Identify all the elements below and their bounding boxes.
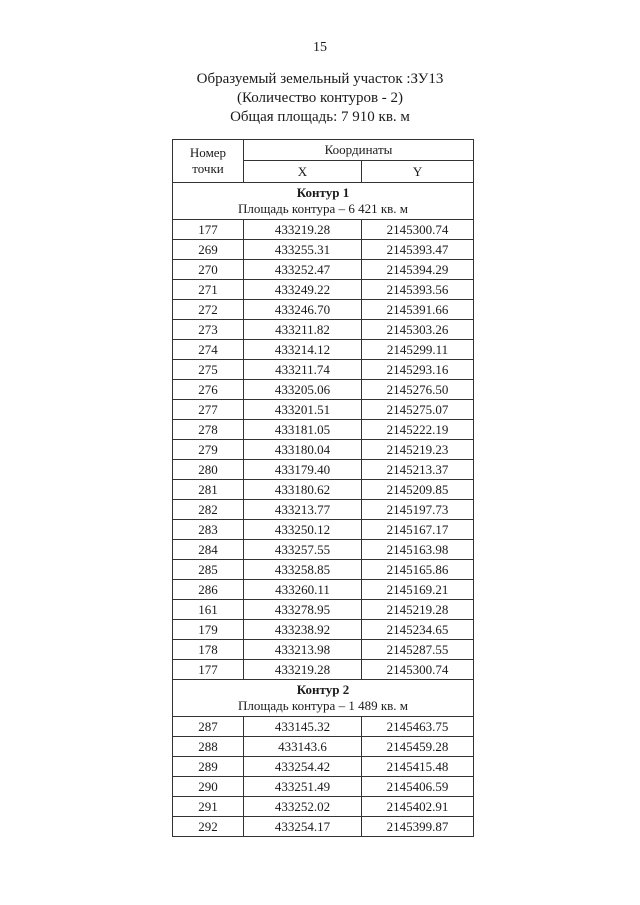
heading-total-area: Общая площадь: 7 910 кв. м xyxy=(230,109,410,125)
y-coordinate-cell: 2145393.56 xyxy=(362,280,474,300)
point-number-cell: 289 xyxy=(173,757,244,777)
x-coordinate-cell: 433250.12 xyxy=(244,520,362,540)
table-row xyxy=(173,240,474,260)
y-coordinate-cell: 2145209.85 xyxy=(362,480,474,500)
point-number-cell: 161 xyxy=(173,600,244,620)
table-row xyxy=(173,400,474,420)
y-coordinate-cell: 2145165.86 xyxy=(362,560,474,580)
x-coordinate-cell: 433251.49 xyxy=(244,777,362,797)
x-coordinate-cell: 433257.55 xyxy=(244,540,362,560)
table-row xyxy=(173,280,474,300)
table-row xyxy=(173,600,474,620)
coordinates-table-body xyxy=(173,183,474,837)
y-coordinate-cell: 2145391.66 xyxy=(362,300,474,320)
x-coordinate-cell: 433278.95 xyxy=(244,600,362,620)
y-coordinate-cell: 2145399.87 xyxy=(362,817,474,837)
point-number-cell: 286 xyxy=(173,580,244,600)
table-row xyxy=(173,797,474,817)
y-coordinate-cell: 2145287.55 xyxy=(362,640,474,660)
x-coordinate-cell: 433246.70 xyxy=(244,300,362,320)
point-number-cell: 177 xyxy=(173,660,244,680)
table-row xyxy=(173,737,474,757)
table-row xyxy=(173,540,474,560)
table-row xyxy=(173,757,474,777)
table-row xyxy=(173,817,474,837)
y-coordinate-cell: 2145463.75 xyxy=(362,717,474,737)
heading-contour-count: (Количество контуров - 2) xyxy=(236,90,404,106)
x-coordinate-cell: 433145.32 xyxy=(244,717,362,737)
table-row xyxy=(173,420,474,440)
x-coordinate-cell: 433258.85 xyxy=(244,560,362,580)
point-number-cell: 279 xyxy=(173,440,244,460)
point-number-cell: 177 xyxy=(173,220,244,240)
table-row xyxy=(173,640,474,660)
page-number: 15 xyxy=(313,40,327,55)
y-coordinate-cell: 2145169.21 xyxy=(362,580,474,600)
table-row xyxy=(173,260,474,280)
point-number-cell: 285 xyxy=(173,560,244,580)
point-number-cell: 276 xyxy=(173,380,244,400)
point-number-cell: 271 xyxy=(173,280,244,300)
y-column-header: Y xyxy=(362,161,474,183)
y-coordinate-cell: 2145394.29 xyxy=(362,260,474,280)
y-coordinate-cell: 2145293.16 xyxy=(362,360,474,380)
point-number-cell: 290 xyxy=(173,777,244,797)
table-row xyxy=(173,220,474,240)
contour-area: Площадь контура – 6 421 кв. м xyxy=(237,201,409,216)
y-coordinate-cell: 2145213.37 xyxy=(362,460,474,480)
x-coordinate-cell: 433180.62 xyxy=(244,480,362,500)
point-number-cell: 280 xyxy=(173,460,244,480)
y-coordinate-cell: 2145219.23 xyxy=(362,440,474,460)
x-column-header: X xyxy=(244,161,362,183)
point-number-cell: 291 xyxy=(173,797,244,817)
table-row xyxy=(173,440,474,460)
y-coordinate-cell: 2145234.65 xyxy=(362,620,474,640)
coordinates-table xyxy=(172,139,474,837)
y-coordinate-cell: 2145219.28 xyxy=(362,600,474,620)
table-row xyxy=(173,480,474,500)
document-heading xyxy=(0,70,640,127)
point-number-cell: 274 xyxy=(173,340,244,360)
point-number-cell: 287 xyxy=(173,717,244,737)
y-coordinate-cell: 2145299.11 xyxy=(362,340,474,360)
point-number-cell: 281 xyxy=(173,480,244,500)
table-row xyxy=(173,717,474,737)
x-coordinate-cell: 433211.82 xyxy=(244,320,362,340)
y-coordinate-cell: 2145300.74 xyxy=(362,220,474,240)
y-coordinate-cell: 2145276.50 xyxy=(362,380,474,400)
x-coordinate-cell: 433254.42 xyxy=(244,757,362,777)
x-coordinate-cell: 433255.31 xyxy=(244,240,362,260)
x-coordinate-cell: 433201.51 xyxy=(244,400,362,420)
contour-title: Контур 2 xyxy=(296,682,350,697)
table-row xyxy=(173,460,474,480)
table-row xyxy=(173,560,474,580)
y-coordinate-cell: 2145167.17 xyxy=(362,520,474,540)
contour-header-row xyxy=(173,680,474,717)
x-coordinate-cell: 433179.40 xyxy=(244,460,362,480)
point-number-cell: 275 xyxy=(173,360,244,380)
y-coordinate-cell: 2145222.19 xyxy=(362,420,474,440)
point-number-cell: 282 xyxy=(173,500,244,520)
x-coordinate-cell: 433238.92 xyxy=(244,620,362,640)
point-number-cell: 179 xyxy=(173,620,244,640)
x-coordinate-cell: 433180.04 xyxy=(244,440,362,460)
y-coordinate-cell: 2145300.74 xyxy=(362,660,474,680)
x-coordinate-cell: 433249.22 xyxy=(244,280,362,300)
x-coordinate-cell: 433219.28 xyxy=(244,220,362,240)
y-coordinate-cell: 2145393.47 xyxy=(362,240,474,260)
table-row xyxy=(173,340,474,360)
y-coordinate-cell: 2145402.91 xyxy=(362,797,474,817)
contour-title: Контур 1 xyxy=(296,185,350,200)
y-coordinate-cell: 2145163.98 xyxy=(362,540,474,560)
table-row xyxy=(173,380,474,400)
point-number-cell: 284 xyxy=(173,540,244,560)
table-row xyxy=(173,580,474,600)
point-number-cell: 288 xyxy=(173,737,244,757)
point-number-header-line1: Номер xyxy=(189,145,227,160)
x-coordinate-cell: 433211.74 xyxy=(244,360,362,380)
point-number-cell: 273 xyxy=(173,320,244,340)
contour-header xyxy=(173,680,474,717)
table-row xyxy=(173,360,474,380)
table-row xyxy=(173,300,474,320)
y-coordinate-cell: 2145415.48 xyxy=(362,757,474,777)
x-coordinate-cell: 433252.02 xyxy=(244,797,362,817)
x-coordinate-cell: 433260.11 xyxy=(244,580,362,600)
y-coordinate-cell: 2145303.26 xyxy=(362,320,474,340)
coordinates-header: Координаты xyxy=(244,140,474,161)
point-number-header xyxy=(173,140,244,183)
point-number-cell: 270 xyxy=(173,260,244,280)
point-number-cell: 272 xyxy=(173,300,244,320)
table-row xyxy=(173,520,474,540)
y-coordinate-cell: 2145459.28 xyxy=(362,737,474,757)
x-coordinate-cell: 433181.05 xyxy=(244,420,362,440)
point-number-cell: 278 xyxy=(173,420,244,440)
table-row xyxy=(173,320,474,340)
point-number-cell: 178 xyxy=(173,640,244,660)
y-coordinate-cell: 2145197.73 xyxy=(362,500,474,520)
y-coordinate-cell: 2145275.07 xyxy=(362,400,474,420)
x-coordinate-cell: 433213.77 xyxy=(244,500,362,520)
table-row xyxy=(173,777,474,797)
x-coordinate-cell: 433143.6 xyxy=(244,737,362,757)
point-number-cell: 283 xyxy=(173,520,244,540)
x-coordinate-cell: 433252.47 xyxy=(244,260,362,280)
point-number-cell: 292 xyxy=(173,817,244,837)
contour-header-row xyxy=(173,183,474,220)
x-coordinate-cell: 433219.28 xyxy=(244,660,362,680)
point-number-cell: 269 xyxy=(173,240,244,260)
y-coordinate-cell: 2145406.59 xyxy=(362,777,474,797)
table-row xyxy=(173,620,474,640)
heading-plot-name: Образуемый земельный участок :ЗУ13 xyxy=(196,71,444,87)
table-row xyxy=(173,660,474,680)
contour-header xyxy=(173,183,474,220)
x-coordinate-cell: 433214.12 xyxy=(244,340,362,360)
x-coordinate-cell: 433254.17 xyxy=(244,817,362,837)
contour-area: Площадь контура – 1 489 кв. м xyxy=(237,698,409,713)
x-coordinate-cell: 433213.98 xyxy=(244,640,362,660)
point-number-cell: 277 xyxy=(173,400,244,420)
table-row xyxy=(173,500,474,520)
point-number-header-line2: точки xyxy=(192,161,224,176)
x-coordinate-cell: 433205.06 xyxy=(244,380,362,400)
